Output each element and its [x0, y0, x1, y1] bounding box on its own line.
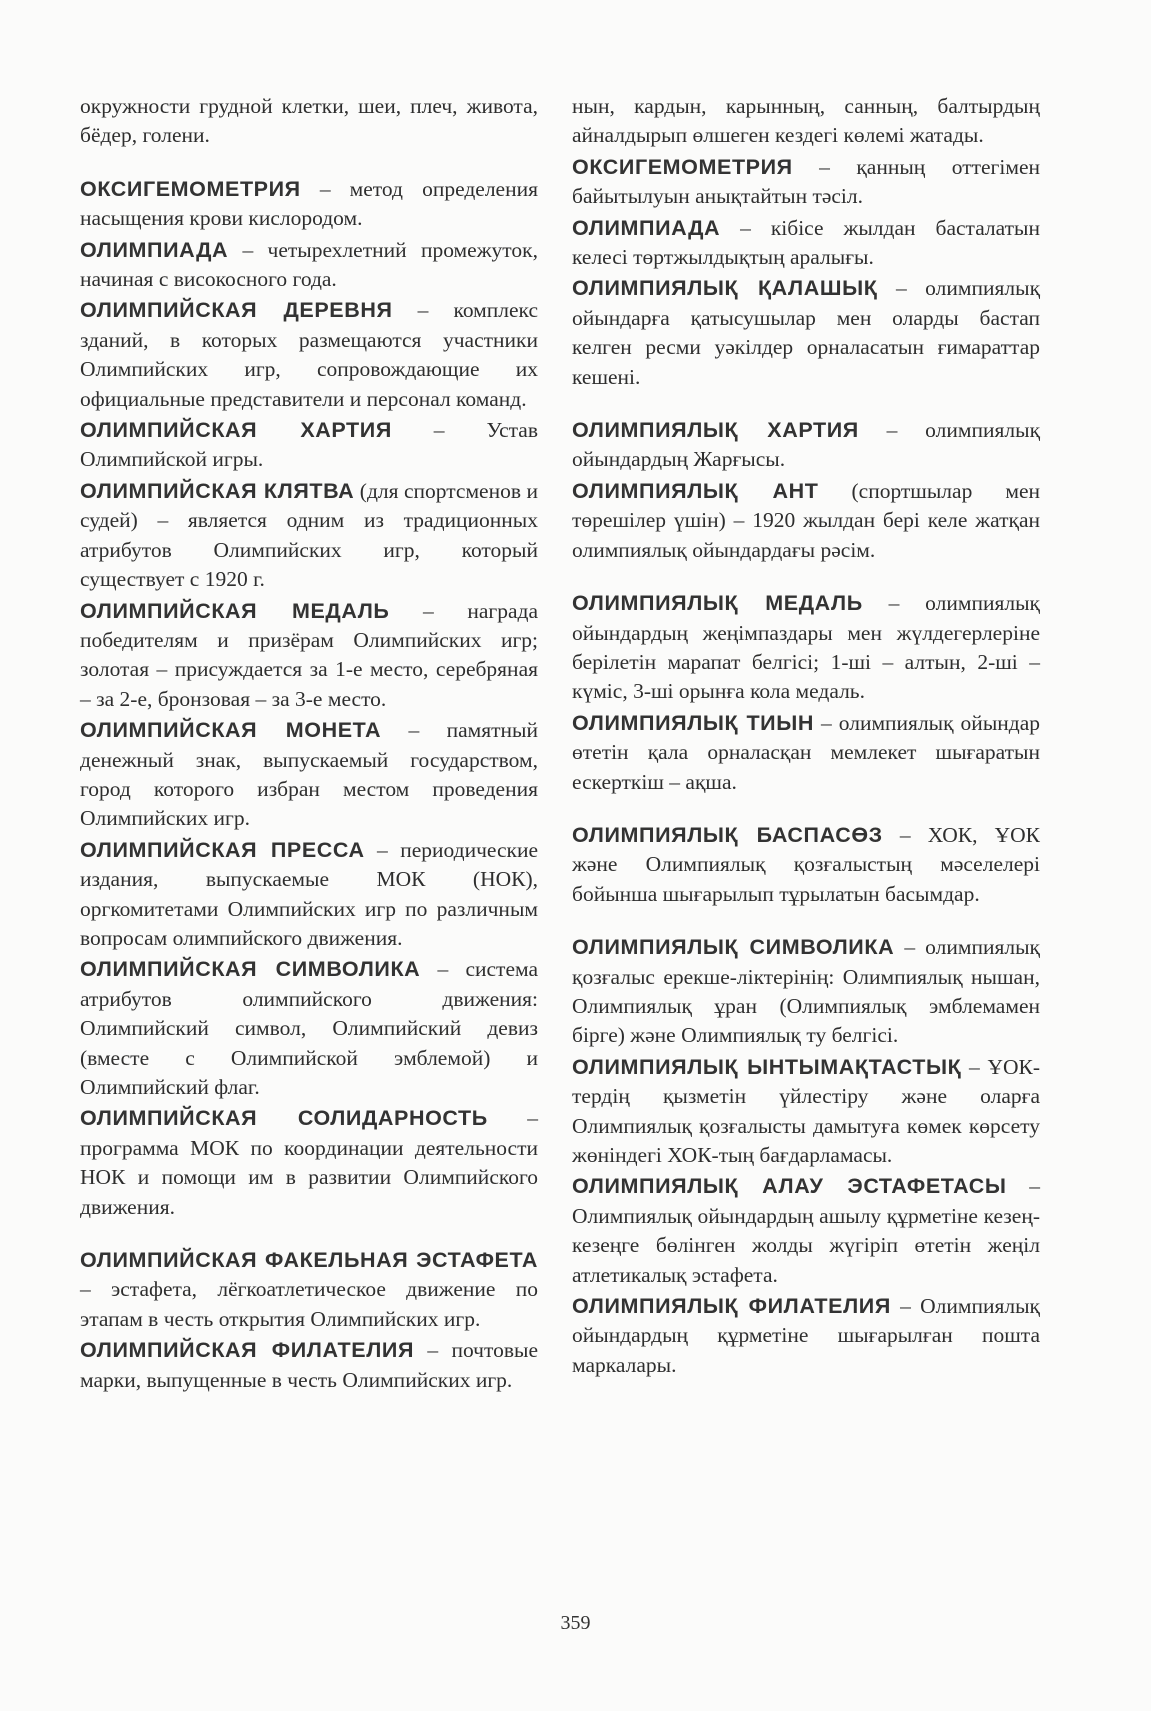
- entry-term: ОЛИМПИЯЛЫҚ СИМВОЛИКА: [572, 935, 895, 960]
- entry-term: ОЛИМПИЯЛЫҚ АЛАУ ЭСТАФЕТАСЫ: [572, 1174, 1007, 1199]
- entry-term: ОЛИМПИЯЛЫҚ АНТ: [572, 478, 819, 503]
- entry-term: ОЛИМПИЯЛЫҚ ФИЛАТЕЛИЯ: [572, 1294, 891, 1319]
- entry-definition: – ҰОК-тердің қызметін үйлестіру және оларға Олимпиялық қозғалысты дамытуға көмек көрсету жөніндегі ХОК-тың бағдарламасы.: [572, 1054, 1040, 1167]
- right-column: [572, 92, 1040, 1382]
- dictionary-entry: [80, 1336, 538, 1395]
- dictionary-entry: [80, 1246, 538, 1334]
- entry-term: ОЛИМПИЯЛЫҚ ХАРТИЯ: [572, 418, 859, 443]
- entry-term: ОЛИМПИЙСКАЯ ФАКЕЛЬНАЯ ЭСТАФЕТА: [80, 1248, 538, 1273]
- entry-term: ОЛИМПИЙСКАЯ МЕДАЛЬ: [80, 598, 390, 623]
- left-column: [80, 92, 538, 1397]
- dictionary-entry: [80, 955, 538, 1102]
- entry-definition: – олимпиялық ойындардың жеңімпаздары мен жүлдегерлеріне берілетін марапат белгісі; 1-ші – алтын, 2-ші – күміс, 3-ші орынға кола медаль.: [572, 591, 1041, 704]
- dictionary-entry: [80, 236, 538, 295]
- dictionary-entry: [572, 589, 1040, 707]
- entry-term: ОЛИМПИАДА: [80, 237, 229, 262]
- entry-definition: – эстафета, лёгкоатлетическое движение по этапам в честь открытия Олимпийских игр.: [80, 1277, 538, 1331]
- dictionary-entry: [572, 153, 1040, 212]
- entry-definition: – олимпиялық қозғалыс ерекше-ліктерінің: Олимпиялық нышан, Олимпиялық ұран (Олимпиялық эмблемамен бірге) және Олимпиялық ту белгісі.: [572, 935, 1041, 1048]
- dictionary-entry: [572, 1292, 1040, 1380]
- entry-term: ОЛИМПИЯЛЫҚ ТИЫН: [572, 710, 815, 735]
- entry-term: ОЛИМПИЯЛЫҚ МЕДАЛЬ: [572, 591, 863, 616]
- entry-term: ОЛИМПИЙСКАЯ ДЕРЕВНЯ: [80, 298, 393, 323]
- entry-definition: – метод определения насыщения крови кислородом.: [80, 176, 538, 231]
- entry-term: ОЛИМПИЙСКАЯ ХАРТИЯ: [80, 418, 392, 443]
- dictionary-entry: [572, 821, 1040, 909]
- entry-definition: окружности грудной клетки, шеи, плеч, живота, бёдер, голени.: [80, 94, 538, 148]
- entry-definition: – комплекс зданий, в которых размещаются участники Олимпийских игр, сопровождающие их официальные представители и персонал команд.: [80, 298, 539, 411]
- dictionary-entry: [572, 477, 1040, 565]
- entry-definition: (для спортсменов и судей) – является одним из традиционных атрибутов Олимпийских игр, который существует с 1920 г.: [80, 478, 538, 592]
- dictionary-entry: [80, 716, 538, 834]
- dictionary-entry: [80, 175, 538, 234]
- entry-term: ОЛИМПИЙСКАЯ СОЛИДАРНОСТЬ: [80, 1106, 488, 1131]
- entry-definition: – награда победителям и призёрам Олимпийских игр; золотая – присуждается за 1-е место, серебряная – за 2-е, бронзовая – за 3-е место.: [80, 598, 538, 711]
- entry-term: ОЛИМПИАДА: [572, 215, 721, 240]
- dictionary-entry: [80, 836, 538, 954]
- entry-definition: – олимпиялық ойындардың Жарғысы.: [572, 418, 1041, 472]
- entry-term: ОЛИМПИЙСКАЯ МОНЕТА: [80, 718, 382, 743]
- entry-term: ОЛИМПИЙСКАЯ ФИЛАТЕЛИЯ: [80, 1338, 414, 1363]
- dictionary-entry: [80, 1104, 538, 1222]
- entry-term: ОЛИМПИЙСКАЯ СИМВОЛИКА: [80, 957, 421, 982]
- entry-term: ОЛИМПИЙСКАЯ ПРЕССА: [80, 837, 365, 862]
- entry-definition: – Олимпиялық ойындардың ашылу құрметіне кезең-кезеңге бөлінген жолды жүгіріп өтетін жеңіл атлетикалық эстафета.: [572, 1174, 1040, 1287]
- entry-definition: – памятный денежный знак, выпускаемый государством, город которого избран местом проведения Олимпийских игр.: [80, 718, 538, 831]
- dictionary-entry: [572, 274, 1040, 392]
- entry-definition: – программа МОК по координации деятельности НОК и помощи им в развитии Олимпийского движения.: [80, 1106, 539, 1219]
- entry-definition: (спортшылар мен төрешілер үшін) – 1920 жылдан бері келе жатқан олимпиялық ойындардағы рәсім.: [572, 478, 1041, 562]
- dictionary-entry: [80, 477, 538, 595]
- entry-definition: – четырехлетний промежуток, начиная с високосного года.: [80, 237, 538, 292]
- dictionary-entry: [572, 933, 1040, 1051]
- entry-definition: нын, кардын, карынның, санның, балтырдың айналдырып өлшеген кездегі көлемі жатады.: [572, 94, 1040, 148]
- dictionary-entry: [572, 709, 1040, 797]
- entry-definition: – Устав Олимпийской игры.: [80, 418, 538, 472]
- entry-definition: – олимпиялық ойындар өтетін қала орналасқан мемлекет шығаратын ескерткіш – ақша.: [572, 710, 1040, 794]
- entry-definition: – система атрибутов олимпийского движения: Олимпийский символ, Олимпийский девиз (вместе с Олимпийской эмблемой) и Олимпийский флаг.: [80, 957, 538, 1099]
- dictionary-entry: [80, 296, 538, 414]
- entry-definition: – периодические издания, выпускаемые МОК (НОК), оргкомитетами Олимпийских игр по различным вопросам олимпийского движения.: [80, 837, 539, 950]
- entry-definition: – кібісе жылдан басталатын келесі төртжылдықтың аралығы.: [572, 215, 1040, 270]
- dictionary-entry: [572, 214, 1040, 273]
- entry-term: ОЛИМПИЯЛЫҚ БАСПАСӨЗ: [572, 822, 883, 847]
- dictionary-entry: [572, 416, 1040, 475]
- dictionary-entry: [572, 92, 1040, 151]
- entry-definition: – қанның оттегімен байытылуын анықтайтын тәсіл.: [572, 154, 1040, 209]
- entry-term: ОЛИМПИЙСКАЯ КЛЯТВА: [80, 478, 355, 503]
- dictionary-entry: [80, 416, 538, 475]
- entry-term: ОЛИМПИЯЛЫҚ ЫНТЫМАҚТАСТЫҚ: [572, 1054, 962, 1079]
- dictionary-entry: [572, 1172, 1040, 1290]
- entry-term: ОКСИГЕМОМЕТРИЯ: [572, 154, 793, 179]
- page-number: 359: [560, 1612, 591, 1634]
- entry-definition: – почтовые марки, выпущенные в честь Олимпийских игр.: [80, 1338, 538, 1392]
- dictionary-entry: [80, 597, 538, 715]
- entry-definition: – ХОК, ҰОК және Олимпиялық қозғалыстың мәселелері бойынша шығарылып тұрылатын басымдар.: [572, 822, 1040, 906]
- dictionary-entry: [80, 92, 538, 151]
- dictionary-entry: [572, 1053, 1040, 1171]
- entry-definition: – Олимпиялық ойындардың құрметіне шығарылған пошта маркалары.: [572, 1294, 1040, 1377]
- entry-definition: – олимпиялық ойындарға қатысушылар мен оларды бастап келген ресми уәкілдер орналасатын ғимараттар кешені.: [572, 276, 1041, 389]
- entry-term: ОЛИМПИЯЛЫҚ ҚАЛАШЫҚ: [572, 276, 878, 301]
- entry-term: ОКСИГЕМОМЕТРИЯ: [80, 176, 301, 201]
